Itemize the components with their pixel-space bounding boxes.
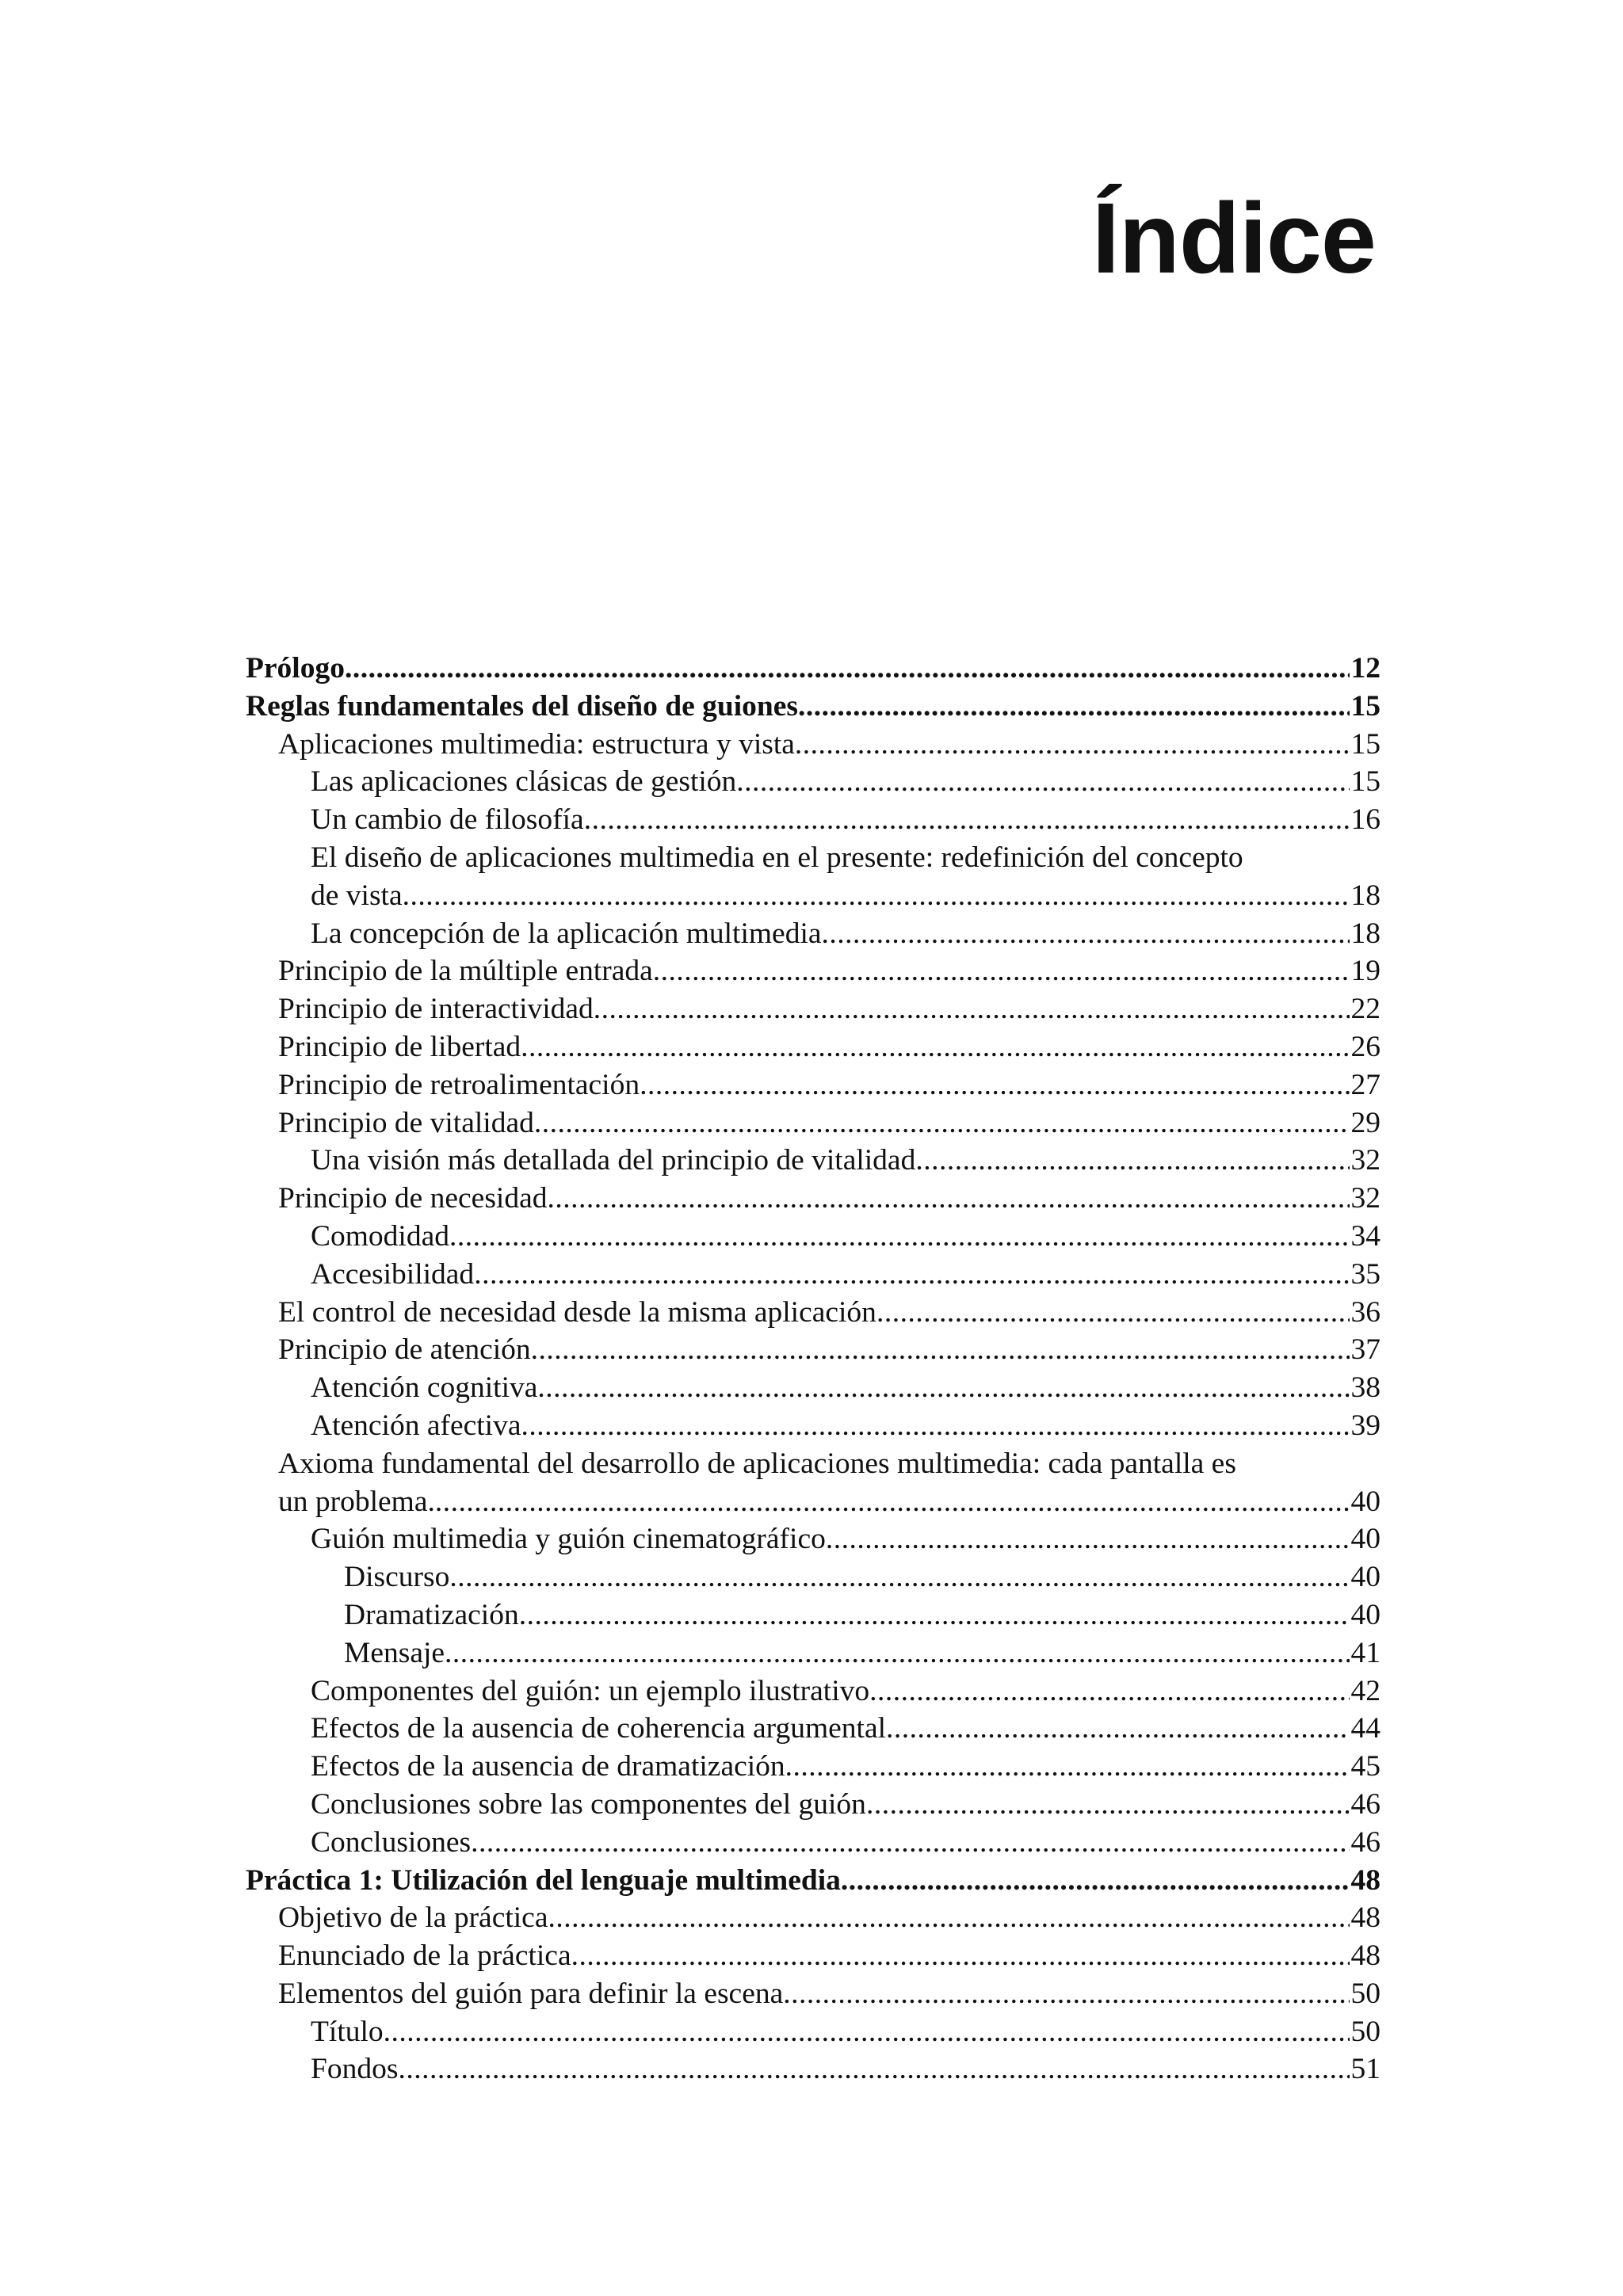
toc-entry-title: Título (311, 2015, 384, 2048)
toc-entry-title: Un cambio de filosofía (311, 803, 584, 837)
toc-entry (246, 1294, 1381, 1332)
toc-entry (246, 2050, 1381, 2088)
toc-entry (246, 1369, 1381, 1407)
toc-entry-title: Accesibilidad (311, 1257, 475, 1291)
toc-page-number: 41 (1350, 1636, 1381, 1669)
toc-entry (246, 1975, 1381, 2013)
toc-entry (246, 688, 1381, 726)
toc-page-number: 40 (1350, 1485, 1381, 1518)
toc-page-number: 12 (1350, 652, 1381, 685)
dot-leader (548, 1899, 1349, 1937)
toc-page-number: 45 (1350, 1750, 1381, 1783)
toc-page-number: 32 (1350, 1182, 1381, 1215)
toc-entry-title: Conclusiones sobre las componentes del guión (311, 1787, 866, 1821)
toc-entry (246, 1104, 1381, 1142)
toc-entry (246, 801, 1381, 839)
dot-leader (445, 1634, 1349, 1672)
toc-page-number: 32 (1350, 1144, 1381, 1177)
toc-page-number: 40 (1350, 1561, 1381, 1594)
toc-page-number: 44 (1350, 1712, 1381, 1745)
dot-leader (547, 1180, 1349, 1218)
toc-entry-title: Principio de retroalimentación (278, 1068, 640, 1101)
toc-entry (246, 1066, 1381, 1104)
dot-leader (534, 1104, 1350, 1142)
toc-entry (246, 1331, 1381, 1369)
toc-entry (246, 1256, 1381, 1294)
toc-entry-title: Elementos del guión para definir la escena (278, 1977, 784, 2010)
toc-entry-title-line: El diseño de aplicaciones multimedia en el presente: redefinición del concepto (311, 841, 1243, 874)
dot-leader (798, 688, 1350, 726)
toc-entry-title: Principio de la múltiple entrada (278, 955, 653, 988)
dot-leader (826, 1520, 1350, 1558)
toc-entry-title: El control de necesidad desde la misma aplicación (278, 1295, 876, 1329)
toc-page-number: 16 (1350, 803, 1381, 837)
toc-entry (246, 1672, 1381, 1711)
dot-leader (785, 1748, 1350, 1786)
dot-leader (795, 726, 1350, 764)
dot-leader (869, 1672, 1349, 1711)
dot-leader (384, 2013, 1350, 2051)
toc-entry-title: Dramatización (344, 1598, 519, 1631)
toc-entry-title: Efectos de la ausencia de dramatización (311, 1750, 785, 1783)
toc-entry-title: Mensaje (344, 1636, 445, 1669)
toc-entry (246, 763, 1381, 801)
toc-page-number: 40 (1350, 1523, 1381, 1556)
toc-page-number: 18 (1350, 917, 1381, 950)
dot-leader (584, 801, 1350, 839)
toc-page-number: 40 (1350, 1598, 1381, 1631)
toc-entry-title: Principio de necesidad (278, 1182, 548, 1215)
toc-page-number: 51 (1350, 2053, 1381, 2086)
toc-page-number: 15 (1350, 765, 1381, 799)
toc-entry-title: Reglas fundamentales del diseño de guiones (246, 689, 798, 723)
toc-entry-title: Fondos (311, 2053, 399, 2086)
dot-leader (822, 915, 1350, 953)
dot-leader (471, 1824, 1349, 1862)
toc-entry-title: Principio de libertad (278, 1030, 521, 1063)
toc-entry-title-line: Axioma fundamental del desarrollo de aplicaciones multimedia: cada pantalla es (278, 1447, 1236, 1480)
toc-page-number: 37 (1350, 1333, 1381, 1367)
dot-leader (345, 650, 1350, 688)
toc-entry-title: Componentes del guión: un ejemplo ilustrativo (311, 1674, 870, 1707)
dot-leader (403, 877, 1350, 915)
toc-entry (246, 1634, 1381, 1672)
toc-entry (246, 990, 1381, 1028)
toc-entry-title: Atención afectiva (311, 1409, 521, 1442)
toc-page-number: 15 (1350, 689, 1381, 723)
toc-page-number: 22 (1350, 993, 1381, 1026)
toc-entry-title: Atención cognitiva (311, 1371, 538, 1405)
toc-entry-title: Las aplicaciones clásicas de gestión (311, 765, 737, 799)
dot-leader (841, 1862, 1350, 1900)
toc-page-number: 19 (1350, 955, 1381, 988)
toc-entry (246, 1899, 1381, 1937)
toc-entry-title: Aplicaciones multimedia: estructura y vista (278, 727, 795, 761)
toc-entry-title: Práctica 1: Utilización del lenguaje multimedia (246, 1863, 841, 1897)
toc-entry-title: Objetivo de la práctica (278, 1901, 548, 1935)
toc-entry (246, 839, 1381, 915)
toc-entry-title: Una visión más detallada del principio de vitalidad (311, 1144, 916, 1177)
dot-leader (571, 1937, 1350, 1975)
toc-page-number: 18 (1350, 879, 1381, 912)
page-title: Índice (1091, 182, 1376, 294)
dot-leader (594, 990, 1350, 1028)
toc-entry (246, 1937, 1381, 1975)
dot-leader (435, 1483, 1350, 1521)
dot-leader (449, 1558, 1349, 1596)
toc-entry-title: Discurso (344, 1561, 450, 1594)
dot-leader (519, 1596, 1350, 1634)
toc-page-number: 50 (1350, 2015, 1381, 2048)
toc-entry-title: Comodidad (311, 1219, 449, 1253)
dot-leader (537, 1369, 1349, 1407)
toc-entry (246, 1407, 1381, 1445)
toc-page-number: 35 (1350, 1257, 1381, 1291)
dot-leader (915, 1142, 1349, 1180)
dot-leader (474, 1256, 1349, 1294)
toc-entry-title: Principio de interactividad (278, 993, 594, 1026)
dot-leader (876, 1294, 1350, 1332)
toc-page-number: 15 (1350, 727, 1381, 761)
dot-leader (736, 763, 1349, 801)
table-of-contents (246, 650, 1381, 2088)
toc-page-number: 46 (1350, 1825, 1381, 1859)
toc-entry-title: La concepción de la aplicación multimedia (311, 917, 822, 950)
toc-entry (246, 2013, 1381, 2051)
dot-leader (886, 1710, 1349, 1748)
toc-entry (246, 1445, 1381, 1521)
toc-entry-title: Enunciado de la práctica (278, 1939, 571, 1973)
toc-page-number: 48 (1350, 1901, 1381, 1935)
toc-entry-title: de vista (311, 879, 403, 912)
toc-entry (246, 1028, 1381, 1066)
toc-page-number: 34 (1350, 1219, 1381, 1253)
toc-entry (246, 952, 1381, 990)
dot-leader (866, 1786, 1350, 1824)
toc-entry (246, 1520, 1381, 1558)
dot-leader (640, 1066, 1349, 1104)
toc-page-number: 26 (1350, 1030, 1381, 1063)
toc-entry (246, 1710, 1381, 1748)
toc-entry (246, 1824, 1381, 1862)
toc-page-number: 39 (1350, 1409, 1381, 1442)
toc-entry-title: Prólogo (246, 652, 345, 685)
dot-leader (531, 1331, 1350, 1369)
toc-entry (246, 1180, 1381, 1218)
toc-page-number: 48 (1350, 1939, 1381, 1973)
toc-entry (246, 650, 1381, 688)
toc-entry-title: Efectos de la ausencia de coherencia argumental (311, 1712, 887, 1745)
toc-page-number: 36 (1350, 1295, 1381, 1329)
toc-entry (246, 915, 1381, 953)
dot-leader (653, 952, 1350, 990)
toc-entry-title: Principio de vitalidad (278, 1106, 534, 1139)
toc-page-number: 29 (1350, 1106, 1381, 1139)
toc-entry (246, 1748, 1381, 1786)
toc-entry (246, 1862, 1381, 1900)
toc-page-number: 42 (1350, 1674, 1381, 1707)
toc-entry-title: un problema. (278, 1485, 435, 1518)
toc-entry-title: Conclusiones (311, 1825, 472, 1859)
toc-entry (246, 1218, 1381, 1256)
dot-leader (521, 1407, 1350, 1445)
dot-leader (783, 1975, 1349, 2013)
toc-page-number: 46 (1350, 1787, 1381, 1821)
toc-entry (246, 1786, 1381, 1824)
dot-leader (398, 2050, 1349, 2088)
toc-page-number: 27 (1350, 1068, 1381, 1101)
toc-entry-title: Principio de atención (278, 1333, 531, 1367)
toc-entry-title: Guión multimedia y guión cinematográfico (311, 1523, 826, 1556)
toc-entry (246, 1558, 1381, 1596)
toc-entry (246, 1596, 1381, 1634)
toc-page-number: 50 (1350, 1977, 1381, 2010)
toc-page-number: 48 (1350, 1863, 1381, 1897)
toc-page-number: 38 (1350, 1371, 1381, 1405)
toc-entry (246, 726, 1381, 764)
dot-leader (521, 1028, 1349, 1066)
toc-entry (246, 1142, 1381, 1180)
dot-leader (449, 1218, 1350, 1256)
